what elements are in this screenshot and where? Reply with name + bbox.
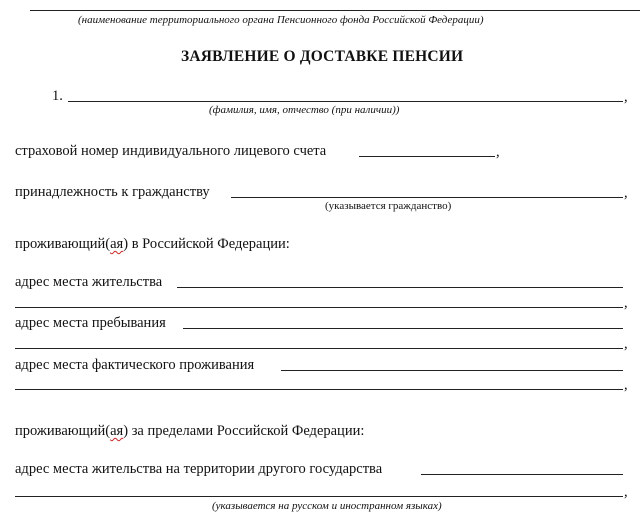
name-comma: , [624, 89, 628, 105]
residence-comma: , [624, 295, 628, 311]
snils-comma: , [496, 144, 500, 160]
document-title: ЗАЯВЛЕНИЕ О ДОСТАВКЕ ПЕНСИИ [181, 48, 464, 65]
residing-rf-heading-mid: ая [110, 236, 124, 252]
residing-rf-heading [15, 236, 290, 252]
residing-abroad-heading-mid: ая [110, 423, 124, 439]
snils-label: страховой номер индивидуального лицевого счета [15, 143, 327, 159]
residing-rf-heading-pre: проживающий( [15, 236, 111, 252]
citizenship-line[interactable] [231, 197, 623, 198]
foreign-residence-line-2[interactable] [15, 496, 623, 497]
snils-line[interactable] [359, 156, 495, 157]
residing-abroad-heading-pre: проживающий( [15, 423, 111, 439]
actual-label: адрес места фактического проживания [15, 357, 255, 373]
residence-line-2[interactable] [15, 307, 623, 308]
name-line[interactable] [68, 101, 623, 102]
residing-abroad-heading [15, 423, 364, 439]
name-caption: (фамилия, имя, отчество (при наличии)) [209, 104, 400, 116]
foreign-caption: (указывается на русском и иностранном языках) [212, 500, 442, 512]
stay-line-2[interactable] [15, 348, 623, 349]
residence-label: адрес места жительства [15, 274, 163, 290]
residing-rf-heading-post: ) в Российской Федерации: [123, 236, 290, 252]
org-caption: (наименование территориального органа Пенсионного фонда Российской Федерации) [78, 14, 484, 26]
actual-line-1[interactable] [281, 370, 623, 371]
residence-line-1[interactable] [177, 287, 623, 288]
citizenship-caption: (указывается гражданство) [325, 200, 452, 212]
residing-abroad-heading-post: ) за пределами Российской Федерации: [123, 423, 365, 439]
foreign-residence-comma: , [624, 484, 628, 500]
item-number: 1. [52, 88, 63, 104]
actual-comma: , [624, 377, 628, 393]
foreign-residence-label: адрес места жительства на территории другого государства [15, 461, 383, 477]
citizenship-comma: , [624, 185, 628, 201]
actual-line-2[interactable] [15, 389, 623, 390]
stay-label: адрес места пребывания [15, 315, 166, 331]
foreign-residence-line-1[interactable] [421, 474, 623, 475]
stay-line-1[interactable] [183, 328, 623, 329]
citizenship-label: принадлежность к гражданству [15, 184, 210, 200]
org-line[interactable] [30, 10, 640, 11]
stay-comma: , [624, 336, 628, 352]
